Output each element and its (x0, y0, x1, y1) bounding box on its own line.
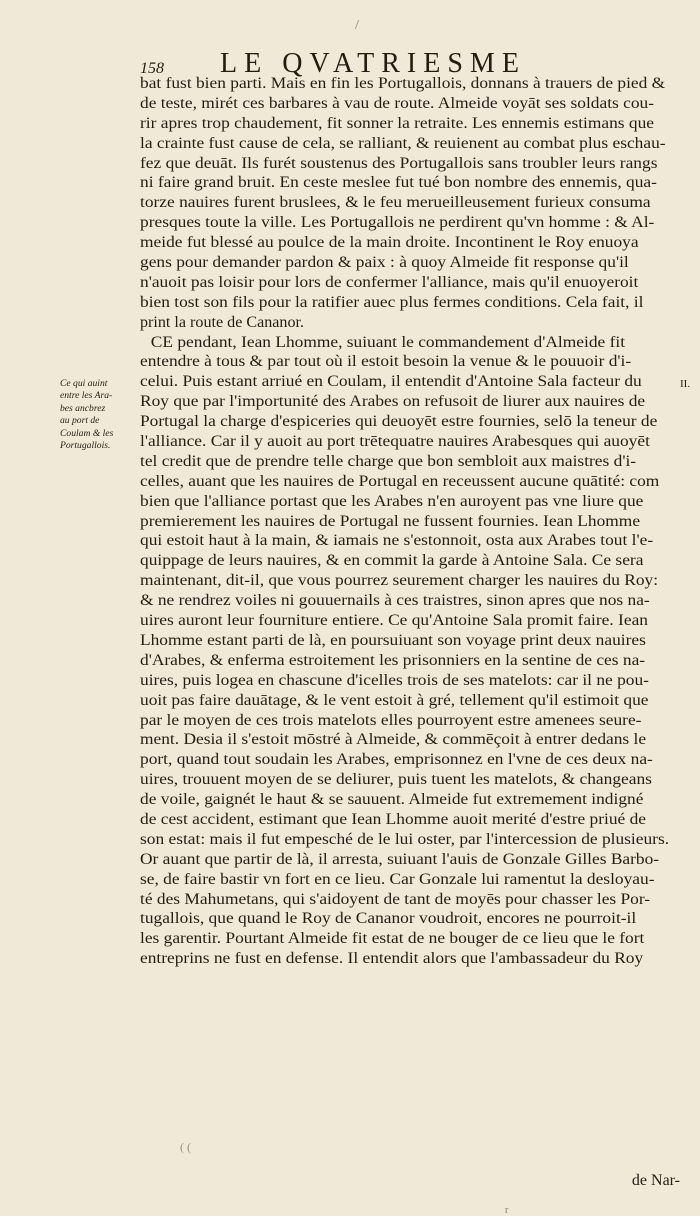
text-line: fez que deuāt. Ils furét soustenus des Portugallois sans troubler leurs rangs (140, 154, 658, 172)
text-line: son estat: mais il fut empesché de le lui oster, par l'intercession de plusieurs. (140, 830, 670, 848)
text-line: ni faire grand bruit. En ceste meslee fut tué bon nombre des ennemis, qua- (140, 174, 657, 192)
text-line: entreprins ne fust en defense. Il entendit alors que l'ambassadeur du Roy (140, 950, 644, 968)
text-line: quippage de leurs nauires, & en commit la garde à Antoine Sala. Ce sera (140, 552, 644, 570)
text-line: té des Mahumetans, qui s'aidoyent de tant de moyēs pour chasser les Por- (140, 890, 651, 908)
text-line: meide fut blessé au poulce de la main droite. Incontinent le Roy enuoya (140, 234, 639, 252)
footer-mark: r (505, 1205, 509, 1216)
running-head: LE QVATRIESME (220, 48, 526, 79)
margin-note (60, 378, 140, 452)
text-line: par le moyen de ces trois matelots elles pourroyent estre amenees seure- (140, 711, 642, 729)
text-line: Roy que par l'importunité des Arabes on refusoit de liurer aux nauires de (140, 393, 646, 411)
margin-note-line: au port de (60, 415, 100, 427)
margin-note-line: entre les Ara- (60, 390, 113, 402)
text-line: uires, puis logea en chascune d'icelles trois de ses matelots: car il ne pou- (140, 671, 649, 689)
text-line: de cest accident, estimant que Iean Lhomme auoit merité d'estre priué de (140, 810, 647, 828)
text-line: & ne rendrez voiles ni gouuernails à ces traistres, sinon apres que nos na- (140, 592, 650, 610)
margin-note-line: Coulam & les (60, 427, 114, 439)
text-line: print la route de Cananor. (140, 313, 305, 331)
text-line: n'auoit pas loisir pour lors de confermer l'alliance, mais qu'il enuoyeroit (140, 273, 639, 291)
text-line: celui. Puis estant arriué en Coulam, il entendit d'Antoine Sala facteur du (140, 373, 642, 391)
section-numeral: II. (680, 378, 691, 390)
text-line: qui estoit haut à la main, & iamais ne s'estonnoit, osta aux Arabes tout l'e- (140, 532, 654, 550)
text-line: port, quand tout soudain les Arabes, emprisonnez en l'vne de ces deux na- (140, 751, 653, 769)
margin-note-line: bes ancbrez (60, 402, 106, 414)
text-line: maintenant, dit-il, que vous pourrez seurement charger les nauires du Roy: (140, 572, 659, 590)
text-line: de teste, mirét ces barbares à vau de route. Almeide voyāt ses soldats cou- (140, 94, 655, 112)
margin-note-line: Ce qui auint (60, 378, 108, 389)
text-line: celles, auant que les nauires de Portugal en receussent aucune quātité: com (140, 472, 660, 490)
text-line: bien tost son fils pour la ratifier auec plus fermes conditions. Cela fait, il (140, 293, 644, 311)
text-line: de voile, gaignét le haut & se sauuent. Almeide fut extremement indigné (140, 791, 644, 809)
text-line: d'Arabes, & enferma estroitement les prisonniers en la sentine de ces na- (140, 651, 646, 669)
text-line: la crainte fust cause de cela, se ralliant, & reuienent au combat plus eschau- (140, 134, 666, 152)
text-line: presques toute la ville. Les Portugallois ne perdirent qu'vn homme : & Al- (140, 214, 655, 232)
page-number: 158 (140, 60, 164, 77)
body-text (140, 74, 691, 969)
text-line: bat fust bien parti. Mais en fin les Portugallois, donnans à trauers de pied & (140, 75, 666, 92)
text-line: tel credit que de prendre telle charge que bon sembloit aux maistres d'i- (140, 452, 637, 470)
text-line: Or auant que partir de là, il arresta, suiuant l'auis de Gonzale Gilles Barbo- (140, 850, 660, 868)
text-line: entendre à tous & par tout où il estoit besoin la venue & le pouuoir d'i- (140, 353, 632, 371)
margin-note-line: Portugallois. (60, 440, 111, 452)
text-line: premierement les nauires de Portugal ne fussent fournies. Iean Lhomme (140, 512, 641, 530)
text-line: les garentir. Pourtant Almeide fit estat de ne bouger de ce lieu que le fort (140, 930, 645, 948)
text-line: bien que l'alliance portast que les Arabes n'en auroyent pas vne liure que (140, 492, 644, 510)
text-line: CE pendant, Iean Lhomme, suiuant le commandement d'Almeide fit (150, 333, 626, 351)
text-line: rir apres trop chaudement, fit sonner la retraite. Les ennemis estimans que (140, 114, 655, 132)
text-line: uoit pas faire dauātage, & le vent estoit à gré, tellement qu'il estimoit que (140, 691, 649, 709)
text-line: torze nauires furent bruslees, & le feu merueilleusement furieux consuma (140, 194, 651, 212)
text-line: Portugal la charge d'espiceries qui deuoyēt estre fournies, selō la teneur de (140, 413, 658, 431)
text-line: se, de faire bastir vn fort en ce lieu. Car Gonzale lui ramentut la desloyau- (140, 870, 655, 888)
text-line: ment. Desia il s'estoit mōstré à Almeide, & commēçoit à entrer dedans le (140, 731, 647, 749)
text-line: Lhomme estant parti de là, en poursuiuant son voyage print deux nauires (140, 631, 646, 649)
text-line: uires, trouuent moyen de se deliurer, puis tuent les matelots, & changeans (140, 771, 652, 789)
corner-mark: / (355, 18, 359, 33)
text-line: l'alliance. Car il y auoit au port trētequatre nauires Arabesques qui auoyēt (140, 433, 650, 451)
text-line: uires auront leur fourniture entiere. Ce qu'Antoine Sala promit faire. Iean (140, 612, 648, 630)
text-line: gens pour demander pardon & paix : à quoy Almeide fit response qu'il (140, 254, 629, 272)
text-line: tugallois, que quand le Roy de Cananor voudroit, encores ne pourroit-il (140, 910, 637, 928)
catchword: de Nar- (631, 1172, 680, 1189)
ink-stain-mark: ( ( (180, 1140, 191, 1154)
